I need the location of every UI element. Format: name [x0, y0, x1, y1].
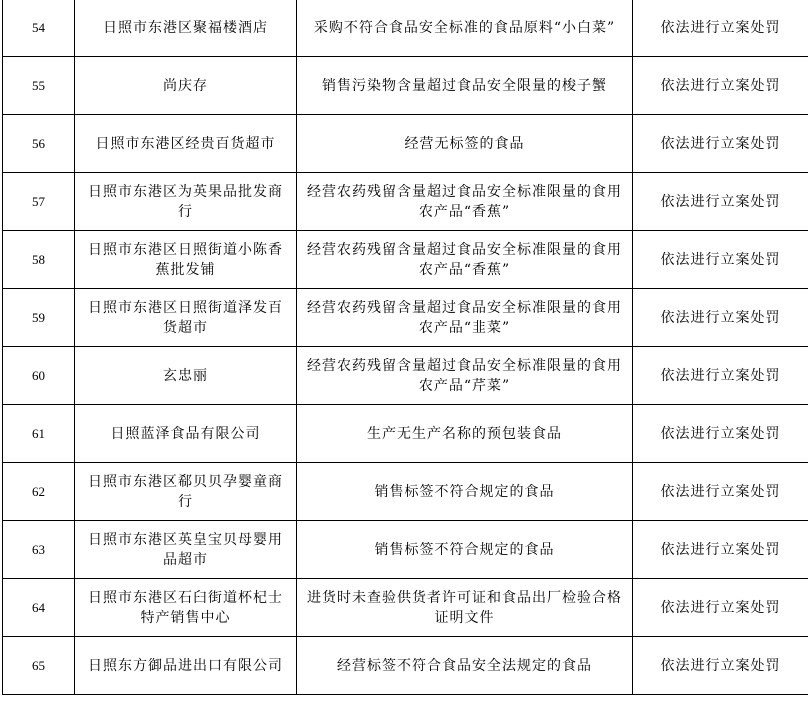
- table-row: [3, 637, 808, 695]
- party-name: 日照蓝泽食品有限公司: [75, 405, 297, 463]
- penalty-action: 依法进行立案处罚: [633, 405, 808, 463]
- violation-description: 经营农药残留含量超过食品安全标准限量的食用农产品“芹菜”: [297, 347, 633, 405]
- penalty-action: 依法进行立案处罚: [633, 231, 808, 289]
- table-row: [3, 173, 808, 231]
- table-row: [3, 0, 808, 57]
- row-number: 65: [3, 637, 75, 695]
- violation-description: 经营农药残留含量超过食品安全标准限量的食用农产品“香蕉”: [297, 173, 633, 231]
- party-name: 日照市东港区为英果品批发商行: [75, 173, 297, 231]
- party-name: 日照市东港区英皇宝贝母婴用品超市: [75, 521, 297, 579]
- row-number: 62: [3, 463, 75, 521]
- table-row: [3, 405, 808, 463]
- violation-description: 生产无生产名称的预包装食品: [297, 405, 633, 463]
- table-row: [3, 115, 808, 173]
- row-number: 59: [3, 289, 75, 347]
- violation-description: 经营农药残留含量超过食品安全标准限量的食用农产品“香蕉”: [297, 231, 633, 289]
- party-name: 日照市东港区经贵百货超市: [75, 115, 297, 173]
- party-name: 日照市东港区日照街道小陈香蕉批发铺: [75, 231, 297, 289]
- penalty-action: 依法进行立案处罚: [633, 0, 808, 57]
- table-row: [3, 521, 808, 579]
- violation-description: 经营农药残留含量超过食品安全标准限量的食用农产品“韭菜”: [297, 289, 633, 347]
- table-row: [3, 231, 808, 289]
- party-name: 日照市东港区石臼街道杯杞士特产销售中心: [75, 579, 297, 637]
- table-row: [3, 579, 808, 637]
- table-row: [3, 463, 808, 521]
- party-name: 玄忠丽: [75, 347, 297, 405]
- row-number: 61: [3, 405, 75, 463]
- violation-description: 销售标签不符合规定的食品: [297, 521, 633, 579]
- violation-description: 销售标签不符合规定的食品: [297, 463, 633, 521]
- penalty-action: 依法进行立案处罚: [633, 463, 808, 521]
- table-row: [3, 347, 808, 405]
- violation-description: 经营无标签的食品: [297, 115, 633, 173]
- party-name: 日照市东港区日照街道泽发百货超市: [75, 289, 297, 347]
- penalty-action: 依法进行立案处罚: [633, 115, 808, 173]
- row-number: 63: [3, 521, 75, 579]
- penalty-action: 依法进行立案处罚: [633, 521, 808, 579]
- row-number: 56: [3, 115, 75, 173]
- penalty-table-body: [3, 0, 808, 695]
- penalty-action: 依法进行立案处罚: [633, 57, 808, 115]
- party-name: 日照市东港区聚福楼酒店: [75, 0, 297, 57]
- penalty-action: 依法进行立案处罚: [633, 579, 808, 637]
- table-row: [3, 289, 808, 347]
- party-name: 尚庆存: [75, 57, 297, 115]
- row-number: 64: [3, 579, 75, 637]
- violation-description: 经营标签不符合食品安全法规定的食品: [297, 637, 633, 695]
- penalty-action: 依法进行立案处罚: [633, 173, 808, 231]
- row-number: 54: [3, 0, 75, 57]
- violation-description: 销售污染物含量超过食品安全限量的梭子蟹: [297, 57, 633, 115]
- violation-description: 采购不符合食品安全标准的食品原料“小白菜”: [297, 0, 633, 57]
- penalty-action: 依法进行立案处罚: [633, 347, 808, 405]
- party-name: 日照市东港区郗贝贝孕婴童商行: [75, 463, 297, 521]
- party-name: 日照东方御品进出口有限公司: [75, 637, 297, 695]
- row-number: 60: [3, 347, 75, 405]
- penalty-action: 依法进行立案处罚: [633, 289, 808, 347]
- row-number: 58: [3, 231, 75, 289]
- violation-description: 进货时未查验供货者许可证和食品出厂检验合格证明文件: [297, 579, 633, 637]
- penalty-table: [2, 0, 808, 695]
- penalty-action: 依法进行立案处罚: [633, 637, 808, 695]
- row-number: 55: [3, 57, 75, 115]
- row-number: 57: [3, 173, 75, 231]
- table-row: [3, 57, 808, 115]
